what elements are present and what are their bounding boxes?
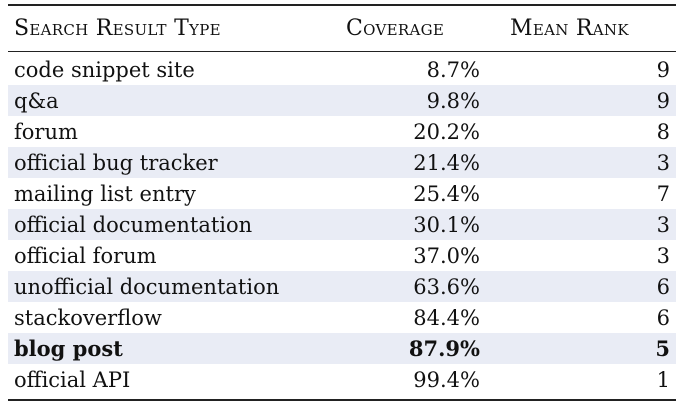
cell-coverage: 37.0% (413, 243, 480, 268)
table-header-rule (8, 51, 676, 52)
cell-type: forum (14, 119, 78, 144)
cell-rank: 8 (656, 119, 670, 144)
cell-type: q&a (14, 88, 59, 113)
table-bottom-rule (8, 399, 676, 401)
cell-coverage: 20.2% (413, 119, 480, 144)
table-row (8, 116, 676, 147)
header-mean-rank: Mean Rank (510, 15, 629, 41)
cell-rank: 3 (656, 150, 670, 175)
cell-coverage: 99.4% (413, 367, 480, 392)
cell-coverage: 87.9% (408, 336, 480, 361)
table-top-rule (8, 4, 676, 6)
header-search-result-type: Search Result Type (14, 15, 221, 41)
cell-type: stackoverflow (14, 305, 162, 330)
cell-type: mailing list entry (14, 181, 196, 206)
table-row (8, 85, 676, 116)
cell-type: official bug tracker (14, 150, 218, 175)
cell-type: code snippet site (14, 57, 195, 82)
cell-type: blog post (14, 336, 123, 361)
cell-coverage: 63.6% (413, 274, 480, 299)
table-row (8, 364, 676, 395)
cell-type: official API (14, 367, 131, 392)
cell-rank: 7 (656, 181, 670, 206)
cell-type: unofficial documentation (14, 274, 280, 299)
cell-coverage: 84.4% (413, 305, 480, 330)
table-row (8, 302, 676, 333)
cell-coverage: 21.4% (413, 150, 480, 175)
table-body (8, 54, 676, 395)
cell-rank: 9 (656, 88, 670, 113)
cell-coverage: 25.4% (413, 181, 480, 206)
cell-rank: 6 (656, 305, 670, 330)
header-coverage: Coverage (346, 15, 445, 41)
cell-rank: 3 (656, 212, 670, 237)
cell-rank: 9 (656, 57, 670, 82)
cell-coverage: 30.1% (413, 212, 480, 237)
table-row (8, 147, 676, 178)
table-row-highlighted (8, 333, 676, 364)
table-row (8, 209, 676, 240)
cell-coverage: 8.7% (426, 57, 480, 82)
cell-coverage: 9.8% (426, 88, 480, 113)
table-row (8, 240, 676, 271)
cell-type: official documentation (14, 212, 253, 237)
table-row (8, 54, 676, 85)
cell-rank: 5 (655, 336, 670, 361)
table-row (8, 271, 676, 302)
cell-type: official forum (14, 243, 157, 268)
cell-rank: 3 (656, 243, 670, 268)
table-row (8, 178, 676, 209)
cell-rank: 6 (656, 274, 670, 299)
cell-rank: 1 (656, 367, 670, 392)
